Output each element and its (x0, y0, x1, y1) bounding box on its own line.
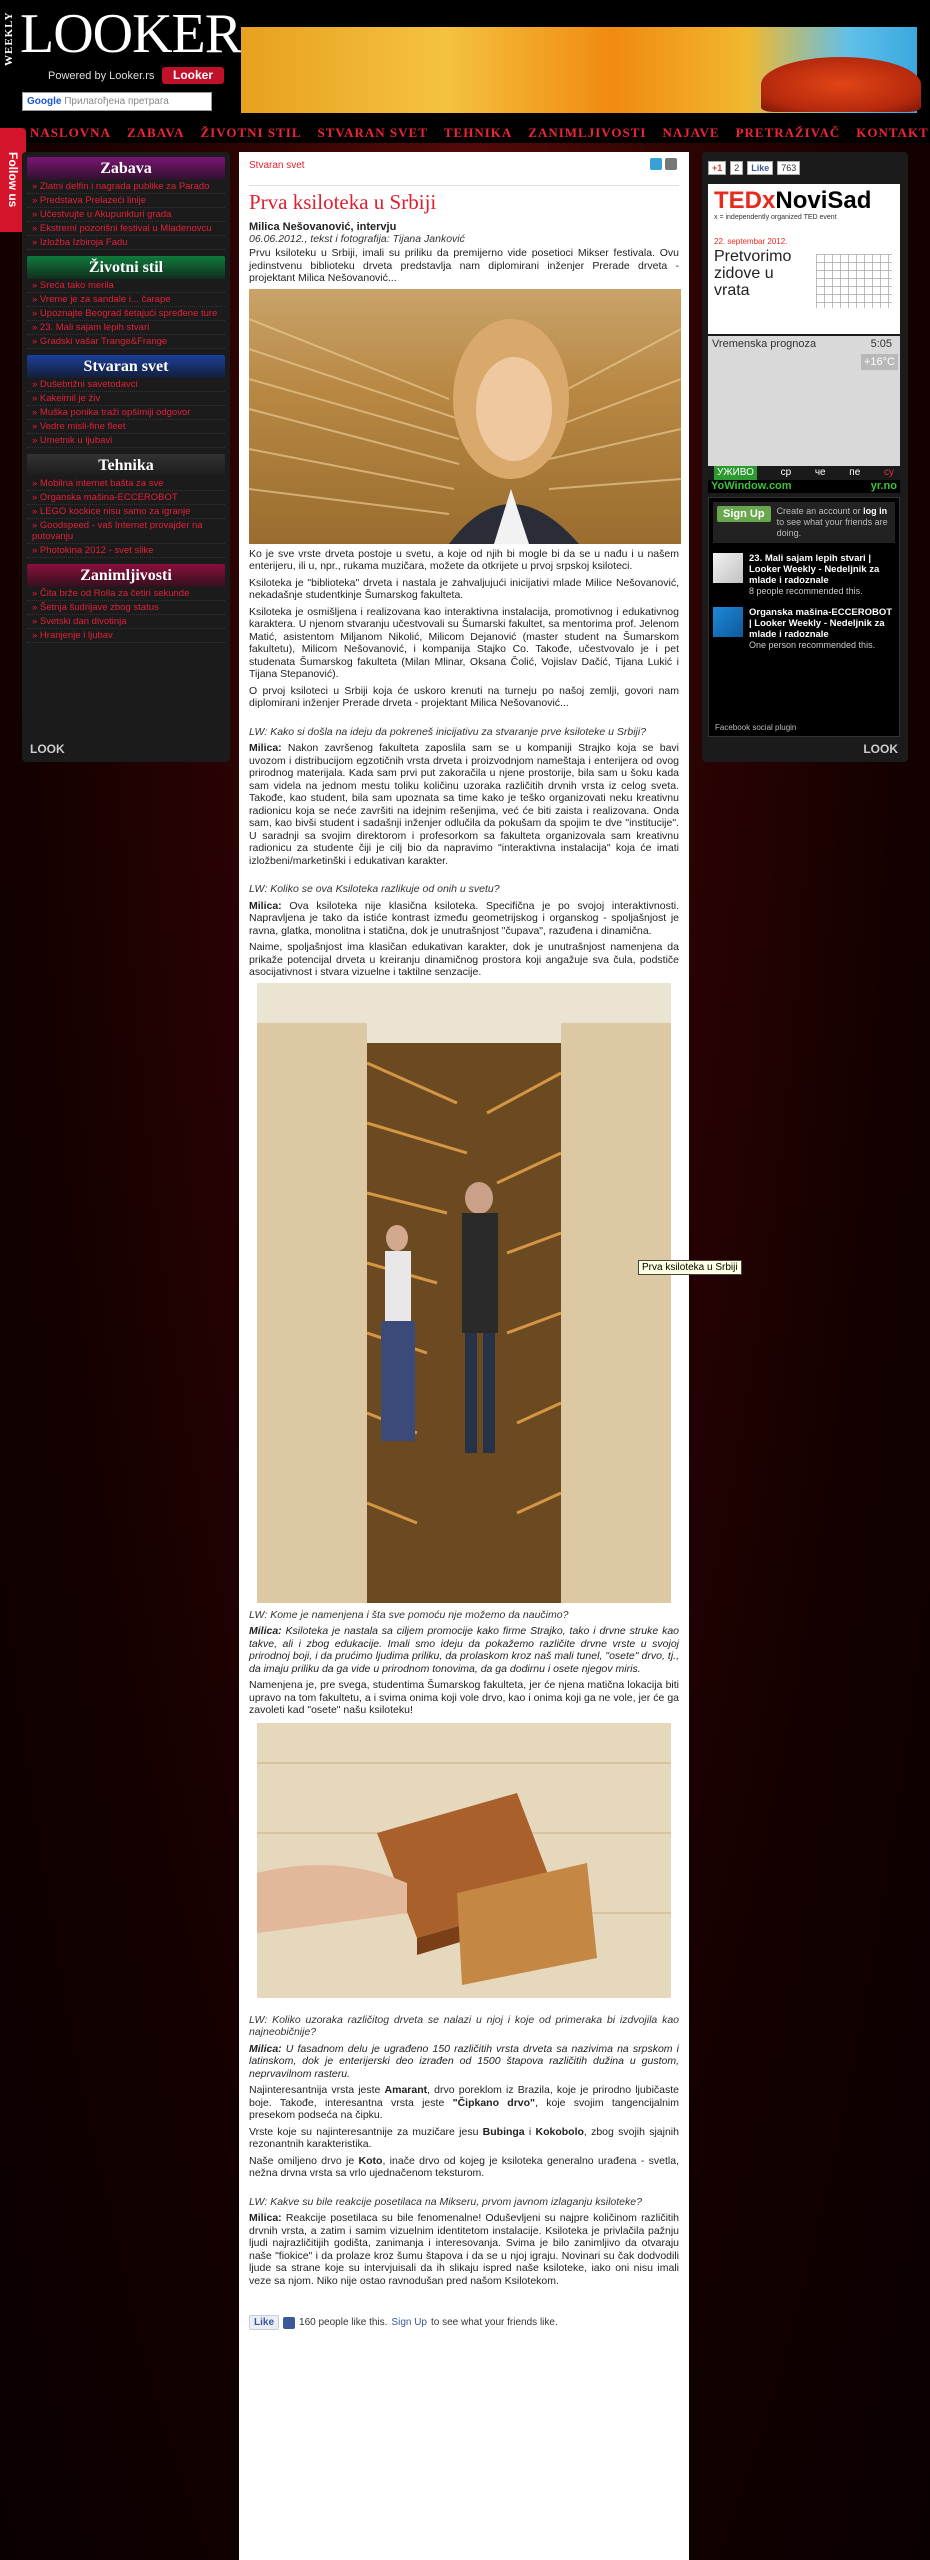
sidebar-section-title[interactable]: Stvaran svet (27, 355, 225, 378)
answer-2 (249, 900, 679, 938)
banner-decoration (761, 57, 921, 112)
sidebar-link[interactable]: » Photokina 2012 - svet slike (27, 544, 225, 558)
search-placeholder: Прилагођена претрага (64, 96, 169, 107)
tedx-logo-b: NoviSad (775, 187, 872, 214)
article-p5: Naime, spoljašnjost ima klasičan edukativan karakter, dok je unutrašnjost namenjena da prikaže potencijal drveta u kreiranju dinamičnog prostora koji angažuje sva čula, podstiče asocijativnost i stvara vizuelne i taktilne senzacije. (249, 941, 679, 978)
facebook-plugin-label[interactable]: Facebook social plugin (715, 723, 797, 732)
tedx-logo (714, 188, 894, 214)
article-author: Milica Nešovanović, intervju (249, 221, 397, 233)
answer-4 (249, 2043, 679, 2081)
question-1: LW: Kako si došla na ideju da pokreneš inicijativu za stvaranje prve ksiloteke u Srbiji? (249, 725, 647, 738)
sidebar-link[interactable]: » Dušebrižni savetodavci (27, 378, 225, 392)
yowindow-link[interactable]: YoWindow.com (711, 480, 792, 492)
facebook-like-button-top[interactable]: Like (747, 161, 773, 175)
answer-1-text: Nakon završenog fakulteta zaposlila sam se u kompaniji Strajko koja se bavi uvozom i distribucijom egzotičnih vrsta drveta i proizvodnjom nameštaja i enterijera od ovog prirodnog materijala. Kada sam prvi put zakoračila u njene prostorije, bila sam u šoku kada sam videla na jednom mestu toliku količinu uzoraka različitih drvnih vrsta iz celog sveta. Takođe, kao student, bila sam upoznata sa time kako je teško organizovati neku kreativnu radionicu koja se neće završiti na idejnim rešenjima, već će biti zaista i realizovana. Onda sam, kao bivši student i sadašnji inženjer odlučila da pokušam da spojim te dve "institucije". U saradnji sa svojim direktorom i profesorkom sa fakulteta organizovala sam kreativnu radionicu za studente čiji je cilj bio da napravimo "interaktivna instalacija" koja će imati izložbeni/marketinški i edukativan karakter. (249, 742, 679, 867)
answer-5-text: Reakcije posetilaca su bile fenomenalne! Oduševljeni su najpre količinom različitih drvnih vrsta, a zatim i samim vizuelnim identitetom instalacije. Ksiloteka je privlačila pažnju ljudi najrazličitijih godišta, zanimanja i interesovanja. Svima je bilo zanimljivo da otvaraju naše "fiokice" i da prolaze kroz šumu štapova i da se u njoj igraju. Novinari su čak dodvodili ljude sa strane koje su intervjuisali da ih slikaju ispred naše ksiloteke, iako oni nisu imali veze sa njom. Niko nije ostao ravnodušan pred našom Ksilotekom. (249, 2212, 679, 2287)
social-share-row (708, 158, 902, 178)
tedx-ad[interactable] (708, 184, 900, 334)
wood-kokobolo: Kokobolo (535, 2125, 584, 2138)
sidebar-link[interactable]: » Kakeimil je živ (27, 392, 225, 406)
right-sidebar-footer-logo: LOOK (863, 742, 898, 756)
answer-3 (249, 1625, 679, 1675)
weather-day-bar (708, 466, 900, 480)
wood-cipkano: "Čipkano drvo" (452, 2096, 536, 2109)
sidebar-section-title[interactable]: Tehnika (27, 454, 225, 477)
answer-1 (249, 742, 679, 867)
email-icon[interactable] (665, 158, 677, 170)
p8-text: Vrste koje su najinteresantnije za muzičare jesu (249, 2125, 483, 2138)
search-input[interactable] (22, 92, 212, 111)
powered-by-text[interactable]: Powered by Looker.rs (48, 70, 155, 82)
weather-credits (708, 480, 900, 493)
sidebar-link[interactable]: » Mobilna internet bašta za sve (27, 477, 225, 491)
sidebar-link[interactable]: » Izložba Izbiroja Fadu (27, 236, 225, 250)
activity-count: One person recommended this. (749, 640, 876, 650)
answer-2-text: Ova ksiloteka nije klasična ksiloteka. Specifična je po svojoj interaktivnosti. Napravljena je tako da istiće kontrast između geometrijskog i organskog - spoljašnjost je ravna, glatka, monolitna i statična, dok je unutrašnjost "čupava", razuđena i dinamična. (249, 899, 679, 937)
nav-item-pretrazivac[interactable]: PRETRAŽIVAČ (735, 125, 841, 140)
tedx-date: 22. septembar 2012. (714, 237, 788, 246)
activity-title[interactable]: Organska mašina-ECCEROBOT | Looker Weekly - Nedeljnik za mlade i radoznale (749, 607, 893, 640)
question-3: LW: Kome je namenjena i šta sve pomoću nje možemo da naučimo? (249, 1608, 569, 1621)
weather-day-2[interactable]: че (814, 467, 826, 478)
signup-text-a: Create an account or (776, 506, 864, 516)
sidebar-link[interactable]: » Vreme je za sandale i... čarape (27, 293, 225, 307)
site-header (0, 0, 930, 125)
twitter-icon[interactable] (650, 158, 662, 170)
sidebar-link[interactable]: » LEGO kockice nisu samo za igranje (27, 505, 225, 519)
google-plus-button[interactable]: +1 (708, 161, 726, 175)
facebook-like-button[interactable]: Like (249, 2315, 279, 2330)
nav-item-naslovna[interactable]: NASLOVNA (30, 125, 111, 140)
logo-weekly: WEEKLY (3, 11, 15, 66)
sidebar-link[interactable]: » Svetski dan divotinja (27, 615, 225, 629)
nav-item-stvaran-svet[interactable]: STVARAN SVET (317, 125, 428, 140)
p7-text-2: , drvo poreklom iz Brazila, koje je prirodno ljubičaste boje. Takođe, interesantna vrsta jeste (249, 2084, 679, 2109)
nav-item-kontakt[interactable]: KONTAKT (856, 125, 929, 140)
article-p6: Namenjena je, pre svega, studentima Šumarskog fakulteta, jer će njena matična lokacija biti upravo na tom fakultetu, a i svima onima koji vole drvo, kao i onima koji ga ne vole, jer će ga zavoleti kad "osete" našu ksiloteku! (249, 1679, 679, 1716)
sidebar-link[interactable]: » Goodspeed - vaš Internet provajder na putovanju (27, 519, 225, 544)
sidebar-footer-logo: LOOK (30, 742, 65, 756)
weather-label: Vremenska prognoza (712, 338, 817, 350)
facebook-like-row (249, 2315, 679, 2330)
p8-text-3: , zbog svojih sjajnih rezonantnih karakteristika. (249, 2125, 679, 2150)
sidebar-section-title[interactable]: Zabava (27, 157, 225, 180)
nav-item-zivotni-stil[interactable]: ŽIVOTNI STIL (200, 125, 302, 140)
sidebar-section (27, 256, 225, 349)
sidebar-link[interactable]: » Upoznajte Beograd šetajući spređene ture (27, 307, 225, 321)
google-logo: Google (27, 96, 62, 107)
sidebar-section-title[interactable]: Zanimljivosti (27, 564, 225, 587)
activity-title[interactable]: 23. Mali sajam lepih stvari | Looker Weekly - Nedeljnik za mlade i radoznale (749, 553, 880, 586)
p8-text-2: i (524, 2125, 536, 2138)
facebook-like-count: 160 people like this. (299, 2317, 388, 2328)
breadcrumb[interactable]: Stvaran svet (249, 160, 305, 171)
sidebar-link[interactable]: » Umetnik u ljubavi (27, 434, 225, 448)
facebook-like-count-top: 763 (777, 161, 800, 175)
article-p2: Ksiloteka je "biblioteka" drveta i nastala je zahvaljujući inicijativi mlade Milice Nešovanović, nekadašnje studentkinje Šumarskog fakulteta. (249, 576, 679, 601)
photo-installation (257, 983, 671, 1603)
sidebar-link[interactable]: » Predstava Prelazeći linije (27, 194, 225, 208)
facebook-activity-item[interactable] (713, 607, 895, 651)
tedx-subtitle: x = independently organized TED event (714, 214, 837, 221)
yrno-link[interactable]: yr.no (870, 480, 897, 492)
activity-thumbnail (713, 607, 743, 637)
photo-drawers-art (257, 1723, 671, 1998)
answer-5-label: Milica: (249, 2212, 282, 2224)
answer-5 (249, 2212, 679, 2287)
answer-3-text: Ksiloteka je nastala sa ciljem promocije kako firme Strajko, tako i drvne struke kao takve, ali i zbog edukacije. Imali smo ideju da pokažemo različite drvne vrste u svojoj prirodnoj boji, i da prućimo ljudima priliku, da prolaskom kroz naš mali tunel, "osete" drvo, tj., da imaju priliku da ga vide u prirodnom tonovima, da ga dodirnu i osete njegov miris. (249, 1625, 679, 1675)
facebook-login-link[interactable]: log in (863, 506, 888, 516)
p9-text-2: , inače drvo od kojeg je ksiloteka generalno urađena - svetla, nežna drvna vrsta sa vrlo ujednačenom teksturom. (249, 2154, 679, 2179)
article-p8 (249, 2126, 679, 2151)
main-nav (0, 123, 930, 143)
sidebar-section (27, 564, 225, 643)
nav-item-najave[interactable]: NAJAVE (662, 125, 720, 140)
google-plus-count: 2 (730, 161, 743, 175)
answer-1-label: Milica: (249, 742, 282, 754)
sidebar-link[interactable]: » Učestvujte u Akupunkturi grada (27, 208, 225, 222)
header-banner[interactable] (241, 27, 917, 113)
left-sidebar (22, 152, 230, 762)
photo-installation-art (257, 983, 671, 1603)
article-meta: 06.06.2012., tekst i fotografija: Tijana Janković (249, 233, 465, 245)
weather-day-1[interactable]: ср (780, 467, 792, 478)
answer-4-label: Milica: (249, 2042, 282, 2055)
p7-text-3: , koje svojim tangencijalnim presekom podseća na čipku. (249, 2096, 679, 2121)
weather-live[interactable]: УЖИВО (714, 466, 757, 480)
sidebar-link[interactable]: » Organska mašina-ECCEROBOT (27, 491, 225, 505)
sidebar-link[interactable]: » Šetnja šudrijave zbog status (27, 601, 225, 615)
article-p7 (249, 2084, 679, 2122)
sidebar-link[interactable]: » Zlatni delfin i nagrada publike za Parado (27, 180, 225, 194)
article-lead: Prvu ksiloteku u Srbiji, imali su priliku da premijerno vide posetioci Mikser festivala. Ovu jedinstvenu biblioteku drveta predstavlja nam diplomirani inženjer Prerade drveta - projektant Milica Nešovanović... (249, 247, 679, 284)
nav-item-zabava[interactable]: ZABAVA (126, 125, 185, 140)
question-4: LW: Koliko uzoraka različitog drveta se nalazi u njoj i koje od primeraka bi izdvojila kao najneobičnije? (249, 2013, 679, 2038)
sidebar-section (27, 454, 225, 558)
facebook-signup-rest: to see what your friends like. (431, 2317, 558, 2328)
facebook-activity-item[interactable] (713, 553, 895, 597)
looker-badge[interactable]: Looker (162, 67, 224, 84)
sidebar-link[interactable]: » Vedre misli-fine fleet (27, 420, 225, 434)
facebook-activity-box (708, 497, 900, 737)
sidebar-section (27, 157, 225, 250)
wood-koto: Koto (358, 2154, 383, 2167)
nav-item-zanimljivosti[interactable]: ZANIMLJIVOSTI (528, 125, 647, 140)
follow-us-tab[interactable]: Follow us (0, 128, 26, 232)
sidebar-link[interactable]: » Hranjenje i ljubav (27, 629, 225, 643)
image-tooltip: Prva ksiloteka u Srbiji (638, 1260, 742, 1275)
facebook-signup-button[interactable]: Sign Up (717, 506, 771, 522)
article-p4: O prvoj ksiloteci u Srbiji koja će uskoro krenuti na turneju po našoj zemlji, govori nam diplomirani inženjer Prerade drveta - projektant Milica Nešovanović... (249, 684, 679, 709)
article-p1: Ko je sve vrste drveta postoje u svetu, a koje od njih bi mogle bi da se u nađu i u našem enterijeru, ili u, npr., rukama muzičara, možete da otkrijete u prvoj srpskoj ksiloteci. (249, 547, 679, 572)
sidebar-link[interactable]: » 23. Mali sajam lepih stvari (27, 321, 225, 335)
facebook-signup-panel (713, 502, 895, 543)
weather-day-4[interactable]: су (883, 467, 894, 478)
article-column (239, 152, 689, 2560)
nav-item-tehnika[interactable]: TEHNIKA (443, 125, 513, 140)
wood-bubinga: Bubinga (482, 2125, 525, 2138)
p7-text: Najinteresantnija vrsta jeste (249, 2084, 385, 2096)
photo-drawers (257, 1723, 671, 1998)
article-title: Prva ksiloteka u Srbiji (249, 185, 679, 215)
answer-4-text: U fasadnom delu je ugrađeno 150 različitih vrsta drveta sa nazivima na srpskom i latinskom, dok je enterijerski deo izrađen od 1500 štapova različitih dužina u gustom, neprvavilnom rasteru. (249, 2042, 679, 2080)
facebook-f-icon (283, 2317, 295, 2329)
signup-text-c: to see what your friends are doing. (776, 517, 888, 538)
tedx-brick-graphic (816, 254, 892, 308)
sidebar-link[interactable]: » Sreća tako merila (27, 279, 225, 293)
article-p3: Ksiloteka je osmišljena i realizovana kao interaktivna instalacija, promotivnog i edukativnog karaktera. U njenom stvaranju učestvovali su Šumarski fakultet, sa mentorima prof. Jelenom Matić, asistentom Miljanom Nikolić, Milicom Dejanović (master student na Šumarskom fakultetu), Milicom Nešovanović, i kompanija Stajko Co. Takođe, učestvovalo je i pet studenata Šumarskog fakulteta (Milan Mlinar, Oksana Čolić, Vojislav Dačić, Tijana Lukić i Tijana Stepanović). (249, 605, 679, 680)
photo-portrait-art (249, 289, 681, 544)
tedx-slogan: Pretvorimo zidove u vrata (714, 248, 792, 299)
right-sidebar (702, 152, 908, 762)
sidebar-section-title[interactable]: Životni stil (27, 256, 225, 279)
weather-time: 5:05 (870, 338, 892, 350)
wood-amarant: Amarant (384, 2084, 428, 2096)
article-p9 (249, 2155, 679, 2180)
weather-widget[interactable] (708, 336, 900, 466)
facebook-signup-link[interactable]: Sign Up (391, 2317, 427, 2328)
activity-thumbnail (713, 553, 743, 583)
activity-count: 8 people recommended this. (749, 586, 863, 596)
p9-text: Naše omiljeno drvo je (249, 2154, 359, 2167)
facebook-signup-text (777, 506, 891, 539)
weather-day-3[interactable]: пе (849, 467, 861, 478)
photo-portrait (249, 289, 681, 544)
sidebar-link[interactable]: » Muška ponika traži opšimiji odgovor (27, 406, 225, 420)
answer-2-label: Milica: (249, 899, 282, 912)
share-icons (650, 158, 677, 170)
sidebar-link[interactable]: » Ekstremi pozorišni festival u Mladenovcu (27, 222, 225, 236)
answer-3-label: Milica: (249, 1625, 282, 1637)
question-5: LW: Kakve su bile reakcije posetilaca na Mikseru, prvom javnom izlaganju ksiloteke? (249, 2195, 642, 2208)
sidebar-link[interactable]: » Čita brže od Rolla za četiri sekunde (27, 587, 225, 601)
sidebar-link[interactable]: » Gradski vašar Trange&Frange (27, 335, 225, 349)
logo-looker[interactable]: LOOKER (20, 3, 242, 65)
sidebar-section (27, 355, 225, 448)
question-2: LW: Koliko se ova Ksiloteka razlikuje od onih u svetu? (249, 883, 500, 895)
weather-temperature: +16°C (861, 354, 898, 370)
tedx-logo-a: TEDx (714, 187, 776, 214)
